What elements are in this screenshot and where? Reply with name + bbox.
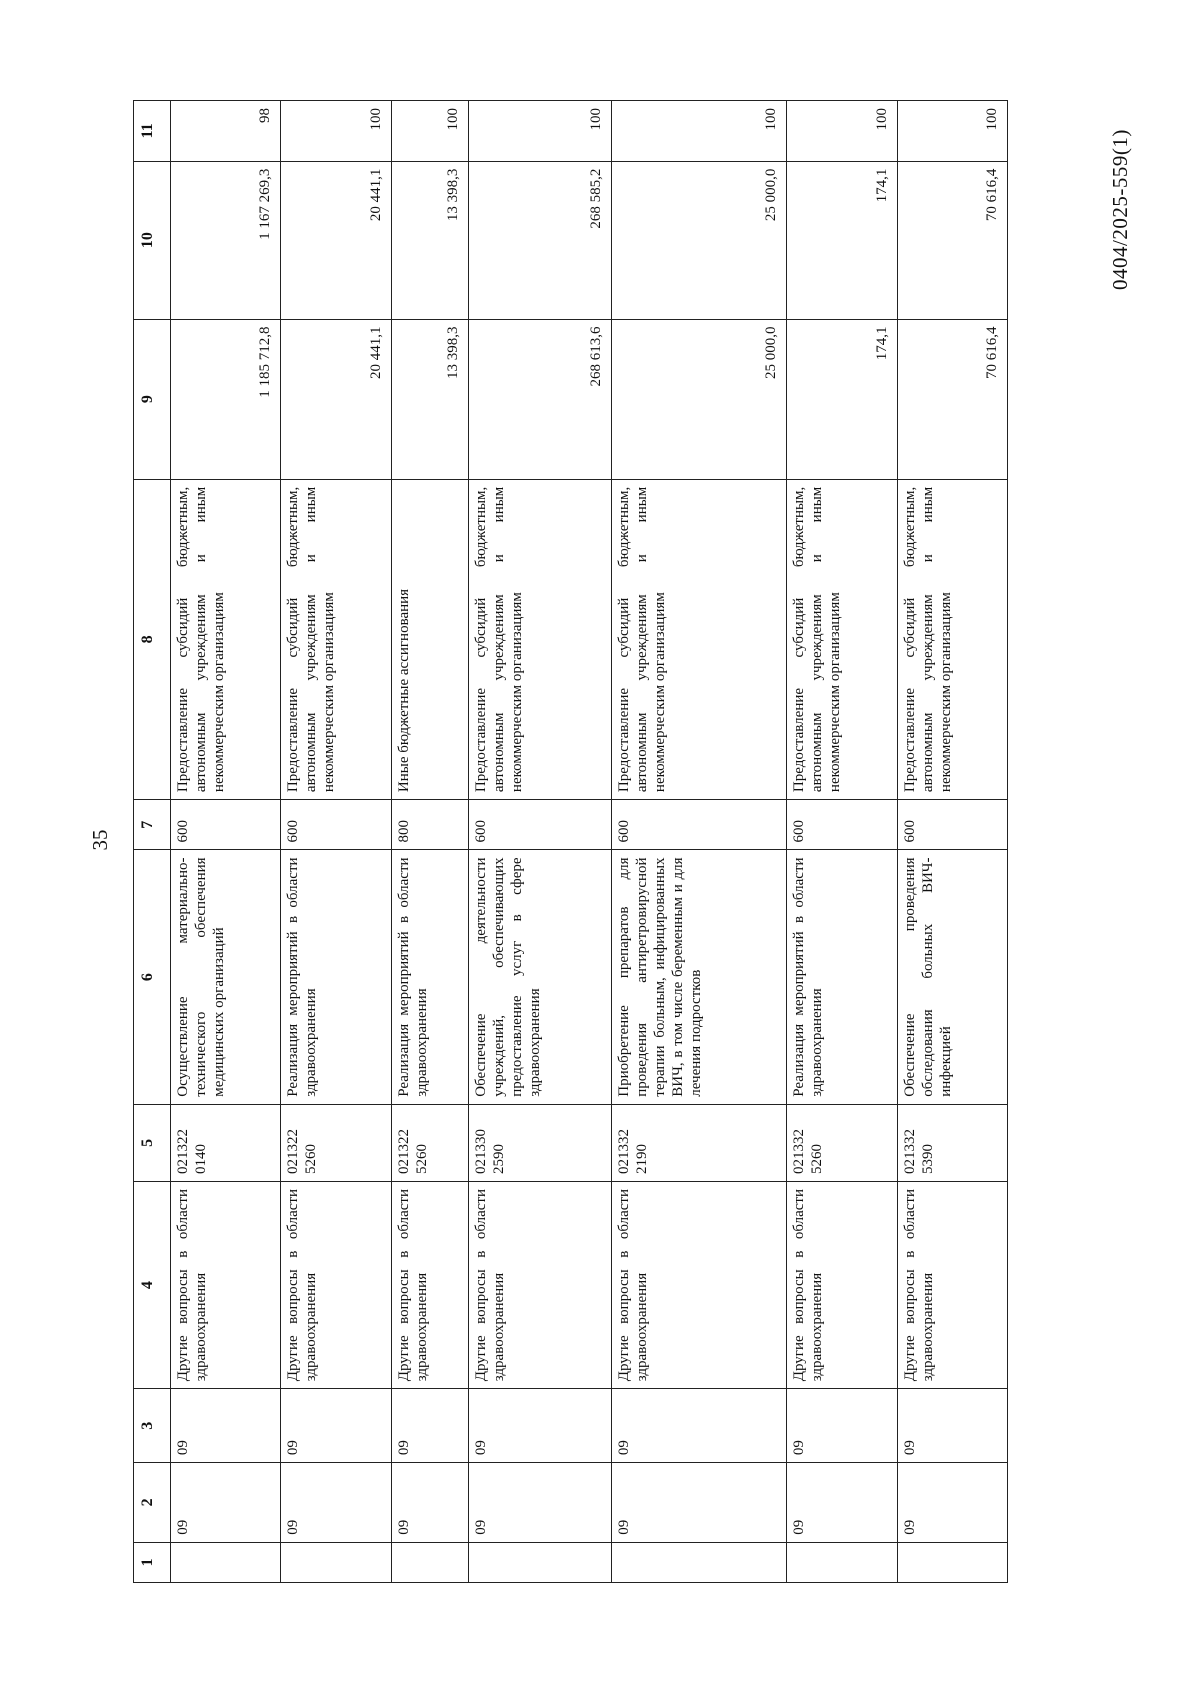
target-name-cell: Обеспечение проведения обследования больных ВИЧ-инфекцией [897,850,1007,1104]
section-name-cell: Другие вопросы в области здравоохранения [612,1182,787,1389]
column-header: 10 [134,161,171,319]
row-index-cell [281,1542,391,1582]
table-row [612,101,787,1583]
subsection-cell: 09 [391,1389,469,1463]
expense-name-cell: Иные бюджетные ассигнования [391,479,469,799]
row-index-cell [391,1542,469,1582]
row-index-cell [171,1542,281,1582]
table-row [281,101,391,1583]
column-header: 9 [134,319,171,479]
target-name-cell: Осуществление материально-технического обеспечения медицинских организаций [171,850,281,1104]
percent-cell: 100 [612,101,787,162]
expense-name-cell: Предоставление субсидий бюджетным, автономным учреждениям и иным некоммерческим организациям [897,479,1007,799]
planned-amount-cell: 13 398,3 [391,319,469,479]
column-header: 6 [134,850,171,1104]
section-name-cell: Другие вопросы в области здравоохранения [171,1182,281,1389]
target-code-cell: 021332 2190 [612,1104,787,1181]
planned-amount-cell: 20 441,1 [281,319,391,479]
expense-type-cell: 600 [612,800,787,850]
column-header: 3 [134,1389,171,1463]
planned-amount-cell: 1 185 712,8 [171,319,281,479]
expense-type-cell: 600 [469,800,612,850]
actual-amount-cell: 174,1 [787,161,897,319]
table-row [469,101,612,1583]
actual-amount-cell: 25 000,0 [612,161,787,319]
percent-cell: 98 [171,101,281,162]
subsection-cell: 09 [897,1389,1007,1463]
table-row [391,101,469,1583]
percent-cell: 100 [281,101,391,162]
table-row [171,101,281,1583]
percent-cell: 100 [391,101,469,162]
actual-amount-cell: 20 441,1 [281,161,391,319]
subsection-cell: 09 [787,1389,897,1463]
row-index-cell [787,1542,897,1582]
planned-amount-cell: 268 613,6 [469,319,612,479]
column-header: 1 [134,1542,171,1582]
actual-amount-cell: 268 585,2 [469,161,612,319]
column-header: 8 [134,479,171,799]
section-name-cell: Другие вопросы в области здравоохранения [391,1182,469,1389]
section-name-cell: Другие вопросы в области здравоохранения [469,1182,612,1389]
subsection-cell: 09 [171,1389,281,1463]
percent-cell: 100 [469,101,612,162]
percent-cell: 100 [787,101,897,162]
document-code: 0404/2025-559(1) [1108,129,1132,290]
target-code-cell: 021332 5260 [787,1104,897,1181]
section-name-cell: Другие вопросы в области здравоохранения [281,1182,391,1389]
column-header: 4 [134,1182,171,1389]
table-row [787,101,897,1583]
expense-type-cell: 600 [897,800,1007,850]
subsection-cell: 09 [469,1389,612,1463]
row-index-cell [469,1542,612,1582]
target-code-cell: 021330 2590 [469,1104,612,1181]
expense-name-cell: Предоставление субсидий бюджетным, автономным учреждениям и иным некоммерческим организациям [281,479,391,799]
planned-amount-cell: 174,1 [787,319,897,479]
expense-name-cell: Предоставление субсидий бюджетным, автономным учреждениям и иным некоммерческим организациям [612,479,787,799]
planned-amount-cell: 25 000,0 [612,319,787,479]
section-cell: 09 [612,1463,787,1543]
page-number: 35 [88,829,112,851]
actual-amount-cell: 13 398,3 [391,161,469,319]
column-header: 5 [134,1104,171,1181]
target-name-cell: Обеспечение деятельности учреждений, обеспечивающих предоставление услуг в сфере здравоохранения [469,850,612,1104]
subsection-cell: 09 [281,1389,391,1463]
target-name-cell: Приобретение препаратов для проведения антиретровирусной терапии больным, инфицированных ВИЧ, в том числе беременным и для лечения подростков [612,850,787,1104]
expense-type-cell: 600 [787,800,897,850]
expense-name-cell: Предоставление субсидий бюджетным, автономным учреждениям и иным некоммерческим организациям [171,479,281,799]
target-code-cell: 021332 5390 [897,1104,1007,1181]
expense-type-cell: 600 [281,800,391,850]
section-name-cell: Другие вопросы в области здравоохранения [787,1182,897,1389]
budget-table [133,100,1008,1583]
actual-amount-cell: 70 616,4 [897,161,1007,319]
target-code-cell: 021322 5260 [391,1104,469,1181]
row-index-cell [897,1542,1007,1582]
section-cell: 09 [787,1463,897,1543]
row-index-cell [612,1542,787,1582]
section-cell: 09 [171,1463,281,1543]
target-code-cell: 021322 5260 [281,1104,391,1181]
section-name-cell: Другие вопросы в области здравоохранения [897,1182,1007,1389]
section-cell: 09 [281,1463,391,1543]
actual-amount-cell: 1 167 269,3 [171,161,281,319]
column-header: 11 [134,101,171,162]
section-cell: 09 [897,1463,1007,1543]
budget-table-sheet [133,100,1008,1583]
column-header: 7 [134,800,171,850]
section-cell: 09 [391,1463,469,1543]
expense-type-cell: 600 [171,800,281,850]
target-name-cell: Реализация мероприятий в области здравоохранения [281,850,391,1104]
table-header-row [134,101,171,1583]
expense-name-cell: Предоставление субсидий бюджетным, автономным учреждениям и иным некоммерческим организациям [469,479,612,799]
expense-name-cell: Предоставление субсидий бюджетным, автономным учреждениям и иным некоммерческим организациям [787,479,897,799]
target-code-cell: 021322 0140 [171,1104,281,1181]
target-name-cell: Реализация мероприятий в области здравоохранения [787,850,897,1104]
subsection-cell: 09 [612,1389,787,1463]
column-header: 2 [134,1463,171,1543]
percent-cell: 100 [897,101,1007,162]
target-name-cell: Реализация мероприятий в области здравоохранения [391,850,469,1104]
expense-type-cell: 800 [391,800,469,850]
section-cell: 09 [469,1463,612,1543]
table-row [897,101,1007,1583]
planned-amount-cell: 70 616,4 [897,319,1007,479]
